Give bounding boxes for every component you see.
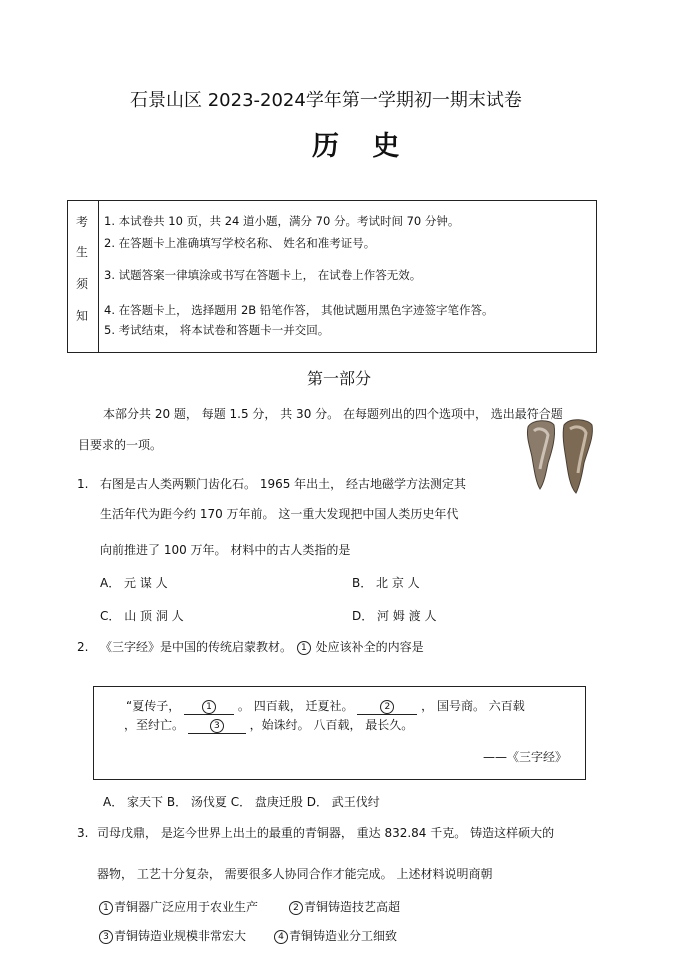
blank	[357, 699, 417, 715]
exam-title: 石景山区 2023-2024学年第一学期初一期末试卷	[130, 90, 522, 111]
quote-text: ， 国号商。 六百载	[421, 699, 525, 713]
circled-number: 1	[202, 700, 216, 714]
quote-text: 。 四百载， 迁夏社。	[237, 699, 354, 713]
quote-text: ，至纣亡。	[124, 718, 185, 732]
q1-option-c[interactable]: C． 山 顶 洞 人	[100, 609, 184, 623]
quote-source: ——《三字经》	[483, 750, 568, 764]
notice-label	[68, 201, 99, 352]
notice-item: 5. 考试结束， 将本试卷和答题卡一并交回。	[104, 323, 330, 337]
statement-text: 青铜铸造业规模非常宏大	[114, 929, 247, 943]
q3-statement[interactable]	[98, 898, 258, 915]
circled-number: 3	[210, 719, 224, 733]
q2-options[interactable]: A． 家天下 B． 汤伐夏 C． 盘庚迁殷 D． 武王伐纣	[103, 795, 380, 809]
q3-stem: 器物， 工艺十分复杂， 需要很多人协同合作才能完成。 上述材料说明商朝	[97, 867, 493, 881]
statement-text: 青铜器广泛应用于农业生产	[114, 900, 259, 914]
part-title: 第一部分	[307, 369, 372, 388]
notice-item: 3. 试题答案一律填涂或书写在答题卡上， 在试卷上作答无效。	[104, 268, 422, 282]
notice-box	[67, 200, 597, 353]
q1-option-d[interactable]: D． 河 姆 渡 人	[352, 609, 437, 623]
circled-number: 4	[274, 930, 288, 944]
notice-label-char: 考	[76, 215, 89, 229]
subject-title: 历 史	[312, 131, 412, 162]
q2-stem-text: 《三字经》是中国的传统启蒙教材。	[100, 640, 293, 654]
notice-label-char: 生	[76, 245, 89, 259]
q1-stem: 生活年代为距今约 170 万年前。 这一重大发现把中国人类历史年代	[100, 507, 459, 521]
q3-stem: 司母戊鼎， 是迄今世界上出土的最重的青铜器， 重达 832.84 千克。 铸造这样硕大的	[97, 826, 555, 840]
q1-stem: 向前推进了 100 万年。 材料中的古人类指的是	[100, 543, 351, 557]
quote-line	[124, 716, 413, 734]
notice-item: 2. 在答题卡上准确填写学校名称、 姓名和准考证号。	[104, 236, 376, 250]
quote-box	[93, 686, 586, 780]
part-intro: 目要求的一项。	[78, 438, 163, 452]
q2-stem-text: 处应该补全的内容是	[315, 640, 424, 654]
statement-text: 青铜铸造技艺高超	[304, 900, 401, 914]
blank	[188, 718, 246, 734]
quote-line	[126, 697, 525, 715]
q2-stem	[100, 638, 424, 655]
circled-number: 1	[99, 901, 113, 915]
q3-statement[interactable]	[273, 927, 397, 944]
notice-label-char: 知	[76, 309, 89, 323]
quote-text: ，始诛纣。 八百载， 最长久。	[249, 718, 414, 732]
circled-number: 2	[380, 700, 394, 714]
fossil-teeth-image	[522, 417, 600, 495]
part-intro: 本部分共 20 题， 每题 1.5 分， 共 30 分。 在每题列出的四个选项中， 选出最符合题	[103, 407, 563, 421]
question-number: 3.	[77, 826, 89, 840]
circled-number: 3	[99, 930, 113, 944]
q3-statement[interactable]	[288, 898, 400, 915]
notice-item: 4. 在答题卡上， 选择题用 2B 铅笔作答， 其他试题用黑色字迹签字笔作答。	[104, 303, 494, 317]
q1-option-b[interactable]: B． 北 京 人	[352, 576, 420, 590]
blank	[184, 699, 234, 715]
q3-statement[interactable]	[98, 927, 246, 944]
question-number: 2.	[77, 640, 89, 654]
q1-stem: 右图是古人类两颗门齿化石。 1965 年出土， 经古地磁学方法测定其	[100, 477, 466, 491]
quote-text: “夏传子，	[126, 699, 181, 713]
question-number: 1.	[77, 477, 89, 491]
circled-number: 1	[297, 641, 311, 655]
statement-text: 青铜铸造业分工细致	[289, 929, 398, 943]
q1-option-a[interactable]: A． 元 谋 人	[100, 576, 168, 590]
notice-label-char: 须	[76, 277, 89, 291]
notice-item: 1. 本试卷共 10 页，共 24 道小题，满分 70 分。考试时间 70 分钟。	[104, 214, 460, 228]
circled-number: 2	[289, 901, 303, 915]
